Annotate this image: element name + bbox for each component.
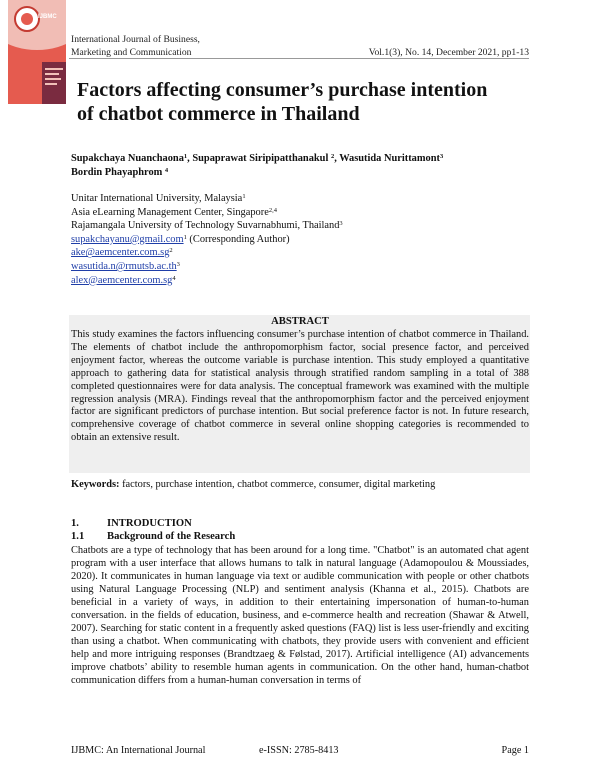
journal-name-line2: Marketing and Communication [71, 46, 192, 58]
journal-logo-icon [14, 6, 40, 32]
cover-logo-text: IJBMC [38, 14, 57, 20]
author-sup: 1 [183, 153, 188, 160]
affiliation-list [71, 192, 343, 287]
section-heading-introduction: 1. INTRODUCTION [71, 518, 192, 529]
email-line: $ake@aemcenter.com.sg^2$ [71, 247, 173, 259]
keywords [71, 478, 435, 491]
author-name: , Supaprawat Siripipatthanakul [187, 153, 331, 164]
journal-name [71, 34, 200, 59]
keywords-text: factors, purchase intention, chatbot commerce, consumer, digital marketing [119, 479, 436, 490]
author-name: Bordin Phayaphrom [71, 167, 165, 178]
email-link[interactable]: alex@aemcenter.com.sg [71, 274, 173, 286]
journal-cover-thumbnail [8, 0, 66, 104]
keywords-label: Keywords: [71, 479, 120, 490]
journal-name-line1: International Journal of Business, [71, 34, 200, 45]
footer-issn: e-ISSN: 2785-8413 [259, 745, 339, 756]
affiliation: Asia eLearning Management Center, Singapore$^{2,4}$ [71, 206, 277, 218]
subsection-heading-background: 1.1 Background of the Research [71, 531, 236, 542]
abstract-text: This study examines the factors influencing consumer’s purchase intention of chatbot commerce in Thailand. The elements of chatbot include the anthropomorphism factor, social presence factor, and perceived enjoyment factor, whereas the outcome variable is purchase intention. This study employed a quantitative approach to gathering data for statistical analysis through stratified random sampling in a total of 388 completed questionnaires were for data analysis. The conceptual framework was examined with the multiple regression analysis (MRA). Findings reveal that the anthropomorphism factor and the perceived enjoyment factor are significant predictors of purchase intention. But social preference factor is not. In future research, comprehensive coverage of chatbot commerce in several online shopping categories is recommended to obtain an extensive result. [71, 329, 529, 444]
abstract-heading: ABSTRACT [271, 316, 329, 327]
paper-title-line2: of chatbot commerce in Thailand [77, 103, 360, 125]
email-link[interactable]: supakchayanu@gmail.com [71, 233, 184, 245]
cover-book-image [42, 62, 66, 104]
email-link[interactable]: wasutida.n@rmutsb.ac.th [71, 260, 177, 272]
author-sup: 3 [439, 153, 444, 160]
email-line: $wasutida.n@rmutsb.ac.th^3$ [71, 260, 180, 272]
author-list [71, 152, 443, 180]
author-name: , Wasutida Nurittamont [334, 153, 440, 164]
footer-page-number: Page 1 [501, 745, 529, 756]
affiliation: Rajamangala University of Technology Suvarnabhumi, Thailand$^3$ [71, 220, 343, 232]
corresponding-note: (Corresponding Author) [186, 233, 290, 245]
email-line: supakchayanu@gmail.com$^1$ (Corresponding Author) [71, 233, 290, 245]
body-paragraph: Chatbots are a type of technology that has been around for a long time. "Chatbot" is an automated chat agent program with a user interface that allows humans to talk in natural language (Adamopoulou & Moussiades, 2020). It communicates in human language via text or audible communication with people or other chatbots using Natural Language Processing (NLP) and sentiment analysis (Khanna et al., 2015). Chatbots are beneficial in a variety of ways, in addition to their entertaining impersonation of human-to-human conversation. in the fields of education, business, and e-commerce health and recreation (Shawar & Atwell, 2007). Searching for static content in a frequently asked questions (FAQ) list is less user-friendly and exciting than using a chatbot. When communicating with chatbots, they provide users with convenient and efficient help and more intriguing responses (Brandtzaeg & Følstad, 2017). Artificial intelligence (AI) advancements improve chatbots’ ability to resemble human agents in communication. On the other hand, human-chatbot communication differs from a human-human conversation in terms of [71, 545, 529, 686]
author-sup: 2 [330, 153, 335, 160]
header-rule [69, 58, 529, 59]
paper-title [77, 78, 487, 126]
author-name: Supakchaya Nuanchaona [71, 153, 184, 164]
email-link[interactable]: ake@aemcenter.com.sg [71, 247, 170, 259]
paper-title-line1: Factors affecting consumer’s purchase intention [77, 79, 488, 101]
issue-info: Vol.1(3), No. 14, December 2021, pp1-13 [368, 46, 529, 58]
author-sup: 4 [164, 167, 169, 174]
email-line: $alex@aemcenter.com.sg^4$ [71, 274, 176, 286]
affiliation: Unitar International University, Malaysia$^1$ [71, 193, 246, 204]
footer-journal: IJBMC: An International Journal [71, 745, 206, 756]
